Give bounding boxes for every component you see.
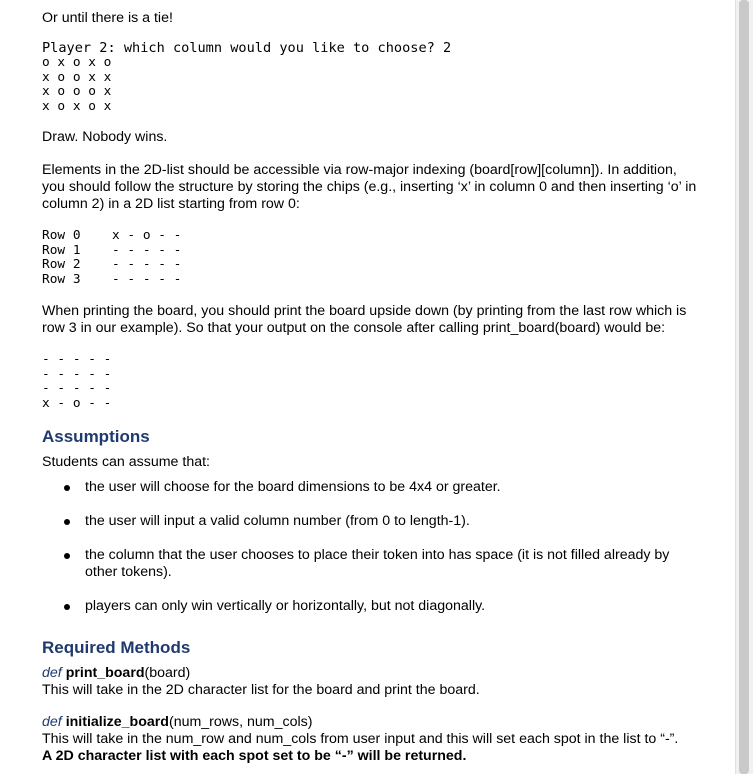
method-signature-initialize-board: [42, 714, 312, 731]
final-board-row-3: x o x o x: [42, 98, 112, 114]
scrollbar-thumb[interactable]: [739, 0, 749, 774]
indexing-paragraph: Elements in the 2D-list should be accessible via row-major indexing (board[row][column]). In addition, you should follow the structure by storing the chips (e.g., inserting ‘x’ in column 0 and then inserting ‘o’ in column 2) in a 2D list starting from row 0:: [42, 162, 697, 212]
def-keyword: def: [42, 665, 62, 681]
method-params: (board): [144, 665, 191, 681]
storage-row-label-0: Row 0: [42, 228, 81, 243]
assumptions-intro: Students can assume that:: [42, 454, 210, 470]
intro-line: Or until there is a tie!: [42, 10, 173, 26]
method-description-print-board: This will take in the 2D character list for the board and print the board.: [42, 682, 480, 698]
final-board-row-2: x o o o x: [42, 84, 112, 100]
bullet-dot: [64, 485, 70, 491]
method-signature-print-board: [42, 665, 190, 682]
console-prompt: Player 2: which column would you like to choose? 2: [42, 40, 452, 56]
storage-row-cells-2: - - - - -: [112, 257, 182, 273]
draw-message: Draw. Nobody wins.: [42, 129, 168, 145]
assumption-item-3: players can only win vertically or horizontally, but not diagonally.: [85, 598, 486, 614]
storage-row-label-1: Row 1: [42, 242, 81, 258]
assumption-item-1: the user will input a valid column number (from 0 to length-1).: [85, 513, 470, 529]
printed-row-3: x - o - -: [42, 395, 112, 411]
printed-row-2: - - - - -: [42, 381, 112, 397]
assumptions-heading: Assumptions: [42, 427, 150, 446]
storage-row-cells-1: - - - - -: [112, 242, 182, 258]
assumption-item-2: the column that the user chooses to place their token into has space (it is not filled already by other tokens).: [85, 547, 670, 580]
bullet-dot: [64, 604, 70, 610]
method-return-note: A 2D character list with each spot set to be “-” will be returned.: [42, 748, 467, 764]
printing-paragraph: When printing the board, you should print the board upside down (by printing from the last row which is row 3 in our example). So that your output on the console after calling print_board(board) would be:: [42, 303, 687, 336]
final-board-row-0: o x o x o: [42, 55, 112, 70]
storage-row-label-2: Row 2: [42, 257, 81, 273]
bullet-dot: [64, 519, 70, 525]
final-board-row-1: x o o x x: [42, 69, 112, 85]
storage-row-cells-0: x - o - -: [112, 228, 182, 243]
storage-row-cells-3: - - - - -: [112, 271, 182, 287]
required-methods-heading: Required Methods: [42, 638, 191, 657]
method-description-initialize-board: This will take in the num_row and num_cols from user input and this will set each spot in the list to “-”.: [42, 731, 679, 747]
assumption-item-0: the user will choose for the board dimensions to be 4x4 or greater.: [85, 479, 501, 495]
method-params: (num_rows, num_cols): [168, 714, 313, 730]
bullet-dot: [64, 553, 70, 559]
printed-row-0: - - - - -: [42, 352, 112, 367]
def-keyword: def: [42, 714, 62, 730]
storage-row-label-3: Row 3: [42, 271, 81, 287]
printed-row-1: - - - - -: [42, 366, 112, 382]
method-name: initialize_board: [65, 714, 169, 730]
method-name: print_board: [65, 665, 145, 681]
